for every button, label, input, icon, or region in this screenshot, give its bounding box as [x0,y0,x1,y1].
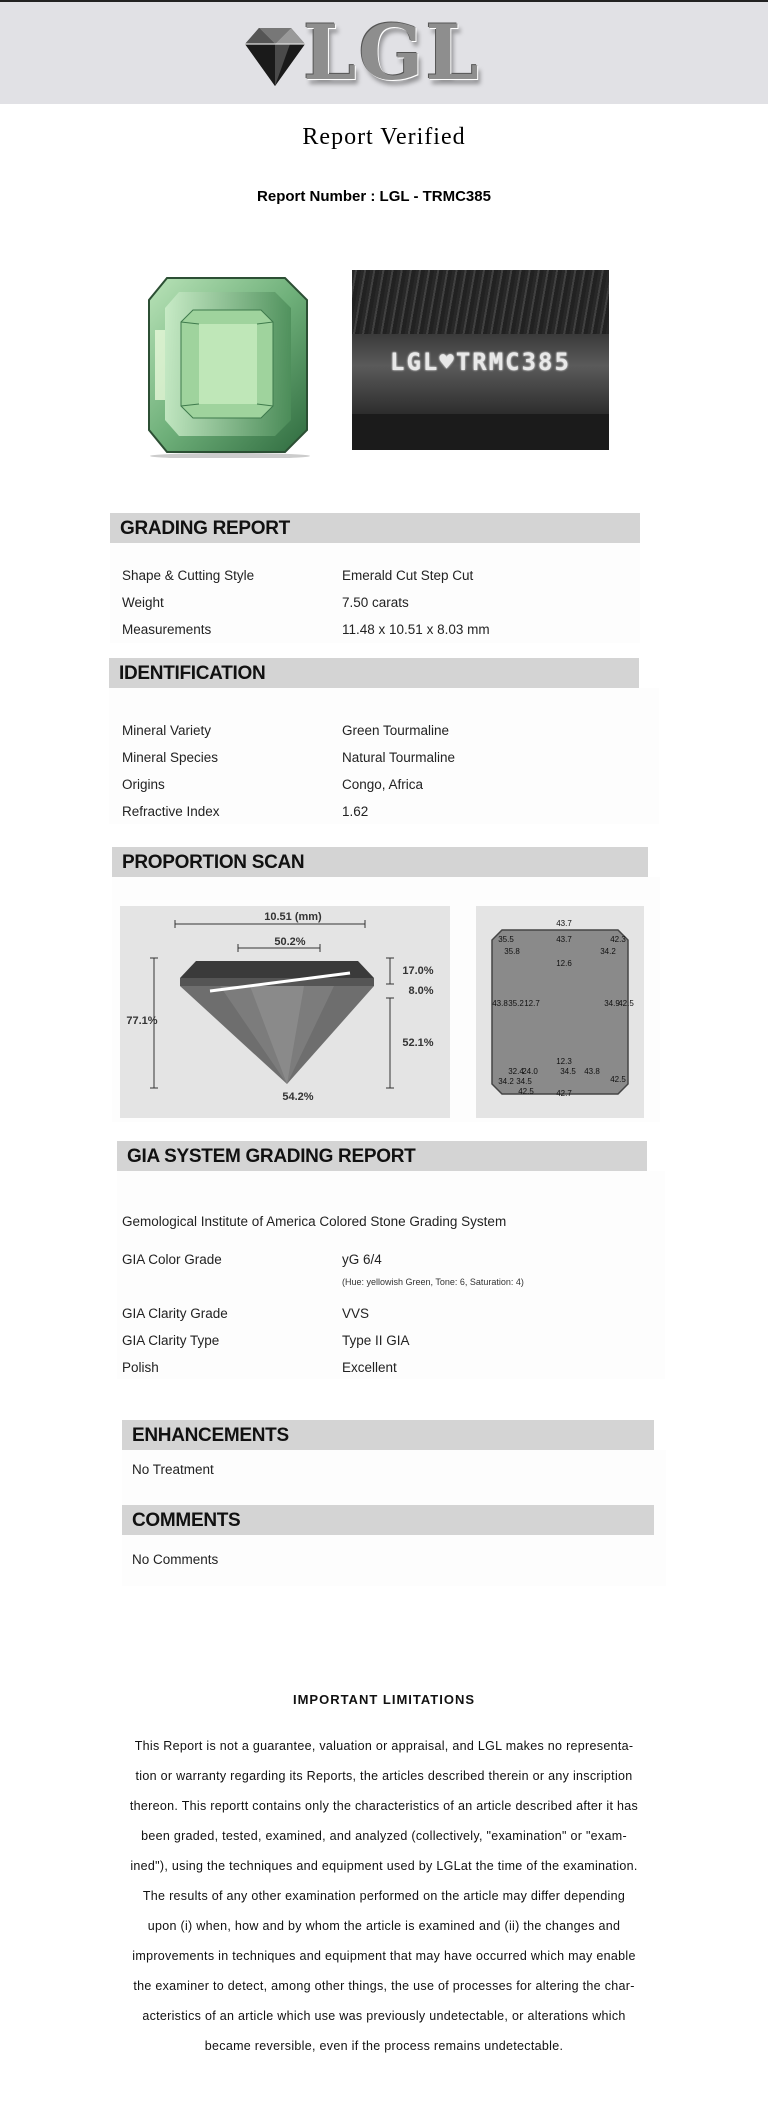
pavilion-label: 52.1% [402,1037,434,1049]
inscription-photo [352,270,609,450]
crown-label: 17.0% [402,965,434,977]
polish-label: Polish [122,1360,159,1375]
weight-label: Weight [122,595,164,610]
top-view-label: 43.7 [556,935,572,944]
top-view-label: 35.8 [504,947,520,956]
top-view-label: 34.5 [516,1077,532,1086]
top-view-label: 42.5 [610,1075,626,1084]
width-label: 10.51 (mm) [264,911,322,923]
report-number: Report Number : LGL - TRMC385 [257,188,491,205]
limitations-text: This Report is not a guarantee, valuation or appraisal, and LGL makes no representa- tion or warranty regarding its Reports, the articles described therein or any inscription thereon. This reportt contains only the characteristics of an article described after it has been graded, tested, examined, and analyzed (collectively, "examination" or "exam- ined"), using the techniques and equipment used by LGLat the time of the examination. The results of any other examination performed on the article may differ depending upon (i) when, how and by whom the article is examined and (ii) the changes and improvements in techniques and equipment that may have occurred which may enable the examiner to detect, among other things, the use of processes for altering the char- acteristics of an article which use was previously undetectable, or alterations which became reversible, even if the process remains undetectable. [129,1739,639,2053]
gia-type-label: GIA Clarity Type [122,1333,220,1348]
top-view-label: 43.8 [492,999,508,1008]
logo-text: LGL [303,8,481,97]
top-view-label: 34.9 [604,999,620,1008]
side-profile-diagram [120,906,450,1118]
gia-clarity-value: VVS [342,1306,370,1321]
depth-label: 77.1% [126,1015,158,1027]
top-view-label: 35.5 [498,935,514,944]
limitations-heading: IMPORTANT LIMITATIONS [292,1692,476,1707]
weight-value: 7.50 carats [342,595,409,610]
ri-label: Refractive Index [122,804,220,819]
top-view-label: 43.8 [584,1067,600,1076]
top-view-label: 42.3 [610,935,626,944]
top-view-label: 32.4 [508,1067,524,1076]
origins-value: Congo, Africa [342,777,424,792]
gia-type-value: Type II GIA [342,1333,410,1348]
enhancements-text: No Treatment [132,1462,214,1477]
top-view-label: 35.2 [508,999,524,1008]
grading-report-header: GRADING REPORT [110,513,640,543]
girdle-label: 8.0% [408,985,434,997]
inscription-text: LGL♥TRMC385 [390,348,571,376]
comments-text: No Comments [132,1552,219,1567]
ri-value: 1.62 [342,804,369,819]
species-label: Mineral Species [122,750,219,765]
logo [235,8,495,97]
top-view-label: 43.7 [556,919,572,928]
proportion-scan-header: PROPORTION SCAN [112,847,648,877]
enhancements-header: ENHANCEMENTS [122,1420,654,1450]
shape-label: Shape & Cutting Style [122,568,255,583]
variety-value: Green Tourmaline [342,723,450,738]
identification-header: IDENTIFICATION [109,658,639,688]
top-view-label: 34.5 [560,1067,576,1076]
page-title: Report Verified [302,124,466,150]
shape-value: Emerald Cut Step Cut [342,568,474,583]
top-view-label: 42.5 [618,999,634,1008]
gia-color-label: GIA Color Grade [122,1252,222,1267]
top-view-label: 42.7 [556,1089,572,1098]
top-view-label: 34.2 [600,947,616,956]
comments-header: COMMENTS [122,1505,654,1535]
gia-color-value: yG 6/4 [342,1252,382,1267]
top-view-label: 12.6 [556,959,572,968]
polish-value: Excellent [342,1360,397,1375]
top-view-label: 42.5 [518,1087,534,1096]
species-value: Natural Tourmaline [342,750,456,765]
header [0,2,768,104]
gia-clarity-label: GIA Clarity Grade [122,1306,228,1321]
top-view-label: 34.2 [498,1077,514,1086]
gem-photo [135,270,325,458]
top-view-diagram [476,906,644,1118]
top-view-label: 24.0 [522,1067,538,1076]
table-label: 50.2% [274,936,306,948]
measurements-value: 11.48 x 10.51 x 8.03 mm [342,622,490,637]
culet-label: 54.2% [282,1091,314,1103]
gia-color-note: (Hue: yellowish Green, Tone: 6, Saturation: 4) [342,1277,524,1287]
top-view-label: 12.3 [556,1057,572,1066]
variety-label: Mineral Variety [122,723,212,738]
origins-label: Origins [122,777,165,792]
measurements-label: Measurements [122,622,212,637]
top-view-label: 12.7 [524,999,540,1008]
gia-system-line: Gemological Institute of America Colored Stone Grading System [122,1214,507,1229]
gia-header: GIA SYSTEM GRADING REPORT [117,1141,647,1171]
